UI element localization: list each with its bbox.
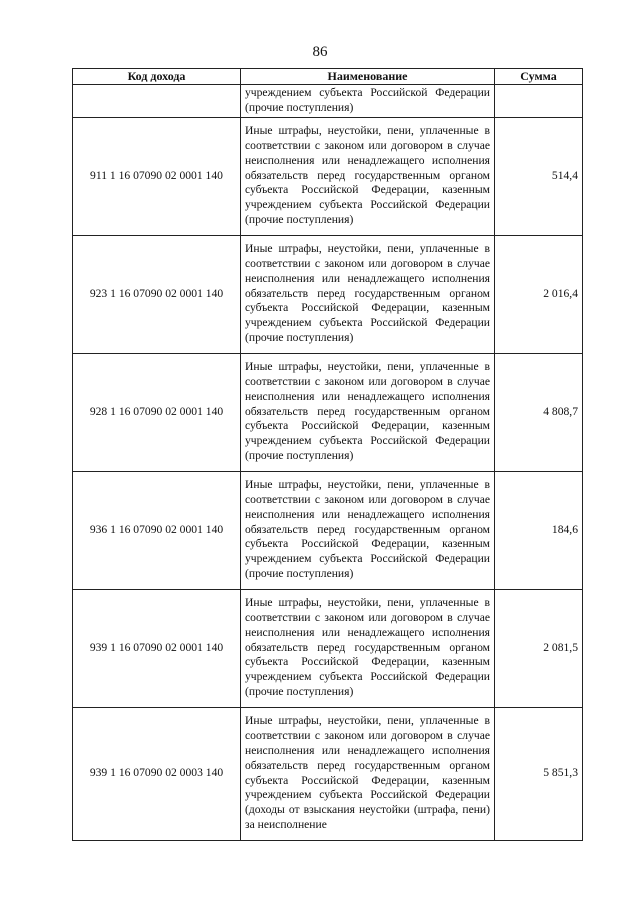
cell-sum	[495, 85, 583, 118]
cell-sum: 184,6	[495, 471, 583, 589]
cell-name: Иные штрафы, неустойки, пени, уплаченные в соответствии с законом или договором в случае неисполнения или ненадлежащего исполнения обязательств перед государственным органом субъекта Российской Федерации, казенным учреждением субъекта Российской Федерации (прочие поступления)	[241, 117, 495, 235]
cell-name: Иные штрафы, неустойки, пени, уплаченные в соответствии с законом или договором в случае неисполнения или ненадлежащего исполнения обязательств перед государственным органом субъекта Российской Федерации, казенным учреждением субъекта Российской Федерации (прочие поступления)	[241, 353, 495, 471]
cell-code: 939 1 16 07090 02 0003 140	[73, 707, 241, 840]
table-row	[73, 589, 583, 707]
table-row	[73, 117, 583, 235]
cell-name: Иные штрафы, неустойки, пени, уплаченные в соответствии с законом или договором в случае неисполнения или ненадлежащего исполнения обязательств перед государственным органом субъекта Российской Федерации, казенным учреждением субъекта Российской Федерации (прочие поступления)	[241, 471, 495, 589]
cell-sum: 4 808,7	[495, 353, 583, 471]
header-code: Код дохода	[73, 69, 241, 85]
cell-code	[73, 85, 241, 118]
table-row-continuation	[73, 85, 583, 118]
cell-name: учреждением субъекта Российской Федерации (прочие поступления)	[241, 85, 495, 118]
header-name: Наименование	[241, 69, 495, 85]
cell-sum: 5 851,3	[495, 707, 583, 840]
cell-sum: 2 081,5	[495, 589, 583, 707]
table-row	[73, 353, 583, 471]
cell-code: 911 1 16 07090 02 0001 140	[73, 117, 241, 235]
table-row	[73, 471, 583, 589]
cell-code: 939 1 16 07090 02 0001 140	[73, 589, 241, 707]
header-sum: Сумма	[495, 69, 583, 85]
table-row	[73, 707, 583, 840]
cell-name: Иные штрафы, неустойки, пени, уплаченные в соответствии с законом или договором в случае неисполнения или ненадлежащего исполнения обязательств перед государственным органом субъекта Российской Федерации, казенным учреждением субъекта Российской Федерации (доходы от взыскания неустойки (штрафа, пени) за неисполнение	[241, 707, 495, 840]
cell-name: Иные штрафы, неустойки, пени, уплаченные в соответствии с законом или договором в случае неисполнения или ненадлежащего исполнения обязательств перед государственным органом субъекта Российской Федерации, казенным учреждением субъекта Российской Федерации (прочие поступления)	[241, 235, 495, 353]
revenue-table	[72, 68, 583, 841]
cell-code: 923 1 16 07090 02 0001 140	[73, 235, 241, 353]
table-row	[73, 235, 583, 353]
cell-name: Иные штрафы, неустойки, пени, уплаченные в соответствии с законом или договором в случае неисполнения или ненадлежащего исполнения обязательств перед государственным органом субъекта Российской Федерации, казенным учреждением субъекта Российской Федерации (прочие поступления)	[241, 589, 495, 707]
cell-code: 928 1 16 07090 02 0001 140	[73, 353, 241, 471]
page-number: 86	[312, 44, 328, 60]
table-header-row	[73, 69, 583, 85]
cell-sum: 2 016,4	[495, 235, 583, 353]
cell-code: 936 1 16 07090 02 0001 140	[73, 471, 241, 589]
cell-sum: 514,4	[495, 117, 583, 235]
